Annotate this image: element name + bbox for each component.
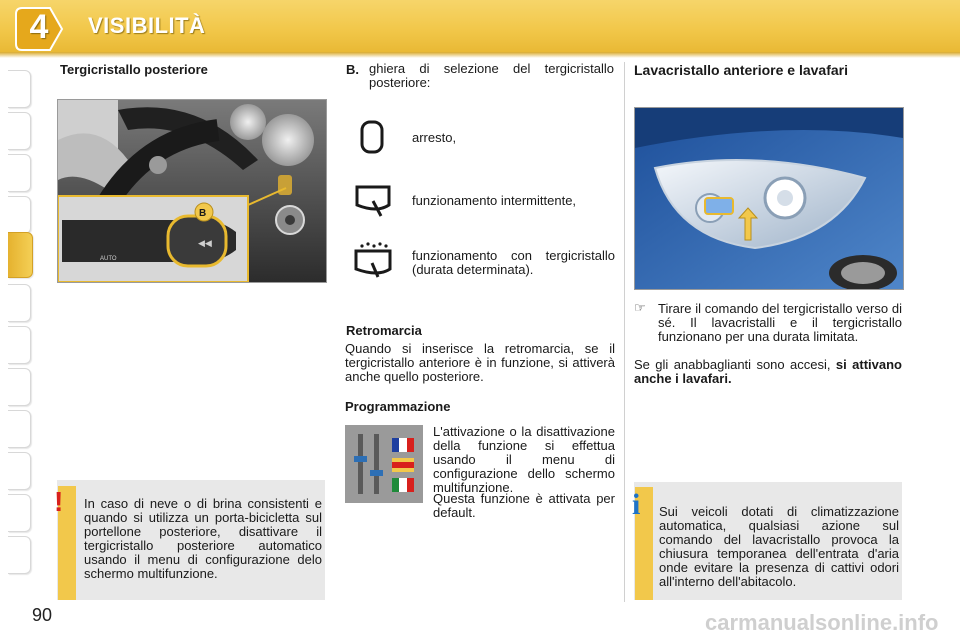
mode-off-text: arresto, — [412, 130, 457, 145]
header-shade — [0, 52, 960, 58]
mode-washer-text: funzionamento con tergicristallo (durata determinata). — [412, 248, 615, 277]
bullet-icon: ☞ — [634, 300, 646, 315]
steering-stalk-photo — [57, 99, 327, 283]
side-tab-7[interactable] — [8, 326, 31, 364]
chapter-number: 4 — [29, 8, 49, 46]
info-icon: i — [632, 488, 641, 521]
settings-screen-illustration — [346, 426, 422, 502]
side-tab-6[interactable] — [8, 284, 31, 322]
side-tab-8[interactable] — [8, 368, 31, 406]
chapter-title: VISIBILITÀ — [88, 13, 206, 38]
page-number: 90 — [32, 605, 53, 625]
wiper-intermittent-icon — [353, 183, 393, 219]
settings-screen-image — [345, 425, 423, 503]
watermark: carmanualsonline.info — [705, 610, 939, 635]
side-tab-9[interactable] — [8, 410, 31, 448]
reverse-heading: Retromarcia — [346, 323, 422, 338]
programming-text-1: L'attivazione o la disattivazione della funzione si effettua usando il menu di configurazione dello schermo multifunzione. — [433, 424, 615, 495]
programming-text-2: Questa funzione è attivata per default. — [433, 491, 615, 520]
callout-b-label: B — [199, 208, 207, 219]
headlamp-washer-bold: si attivano anche i lavafari. — [634, 357, 902, 386]
side-tab-10[interactable] — [8, 452, 31, 490]
info-note-text: Sui veicoli dotati di climatizzazione automatica, qualsiasi azione sul comando del lavacristallo provoca la chiusura temporanea dell'entrata d'aria onde evitare la presenza di cattivi odori all'interno dell'abitacolo. — [659, 504, 899, 589]
warning-note-text: In caso di neve o di brina consistenti e quando si utilizza un porta-bicicletta sul portellone posteriore, disattivare il tergicristallo posteriore automatico usando il menu di configurazione delo schermo multifunzione. — [84, 496, 322, 581]
side-tab-2[interactable] — [8, 112, 31, 150]
warning-icon: ! — [54, 486, 64, 517]
svg-text:◀◀: ◀◀ — [198, 238, 212, 248]
intro-label: B. — [346, 62, 359, 77]
side-tab-3[interactable] — [8, 154, 31, 192]
side-tab-12[interactable] — [8, 536, 31, 574]
reverse-text: Quando si inserisce la retromarcia, se il tergicristallo anteriore è in funzione, si attiverà anche quello posteriore. — [345, 341, 615, 384]
headlamp-washer-paragraph — [634, 358, 902, 386]
side-tab-1[interactable] — [8, 70, 31, 108]
headlamp-photo — [634, 107, 904, 290]
headlamp-washer-text: Se gli anabbaglianti sono accesi, — [634, 357, 831, 372]
washer-heading: Lavacristallo anteriore e lavafari — [634, 62, 848, 78]
side-tab-5-active[interactable] — [8, 232, 33, 278]
column-divider — [624, 62, 625, 602]
steering-stalk-illustration — [58, 100, 326, 282]
programming-heading: Programmazione — [345, 399, 451, 414]
wiper-off-icon — [356, 119, 388, 155]
washer-instruction-text: Tirare il comando del tergicristallo verso di sé. Il lavacristalli e il tergicristallo funzionano per una durata limitata. — [658, 301, 902, 344]
wiper-washer-icon — [352, 241, 394, 281]
headlamp-illustration — [635, 108, 903, 289]
intro-text: ghiera di selezione del tergicristallo posteriore: — [369, 61, 614, 90]
rear-wiper-heading: Tergicristallo posteriore — [60, 62, 208, 77]
mode-intermittent-text: funzionamento intermittente, — [412, 193, 577, 208]
stalk-auto-text: AUTO — [100, 256, 117, 262]
side-tab-11[interactable] — [8, 494, 31, 532]
side-tab-4[interactable] — [8, 196, 31, 234]
